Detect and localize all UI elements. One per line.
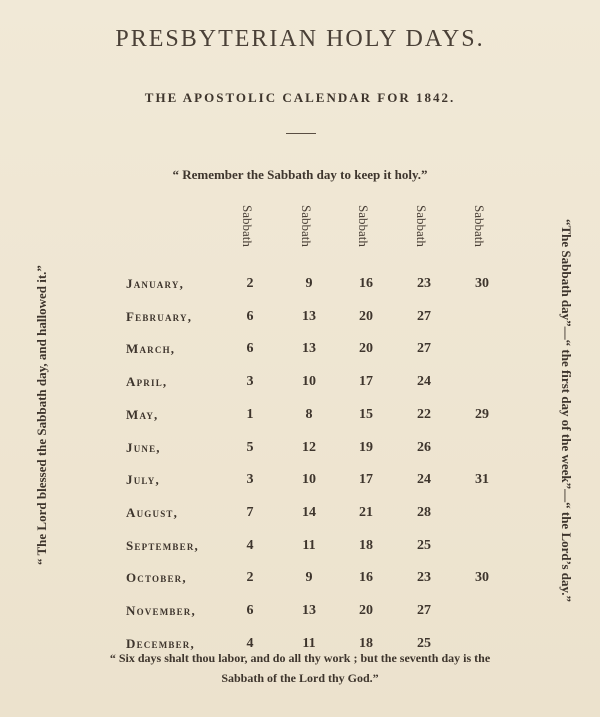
sabbath-date-cell: 2 — [246, 570, 254, 585]
column-header-sabbath-2: Sabbath — [299, 205, 314, 247]
sabbath-date-cell: 18 — [359, 636, 373, 651]
sabbath-date-cell: 19 — [359, 440, 373, 455]
sabbath-date-cell: 18 — [359, 538, 373, 553]
sabbath-date-cell: 1 — [246, 407, 254, 422]
footer-quote-line-2: Sabbath of the Lord thy God.” — [221, 671, 379, 685]
sabbath-date-cell — [465, 440, 499, 460]
sabbath-date-cell — [465, 538, 499, 558]
footer-quote-line-1: “ Six days shalt thou labor, and do all thy work ; but the seventh day is the — [109, 651, 491, 665]
sabbath-date-cell: 2 — [246, 276, 254, 291]
sabbath-date-cell — [465, 505, 499, 525]
sabbath-date-cell: 10 — [302, 472, 316, 487]
sabbath-date-cell: 3 — [246, 472, 254, 487]
page-title: PRESBYTERIAN HOLY DAYS. — [115, 26, 485, 52]
sabbath-date-cell — [465, 374, 499, 394]
month-label: November, — [126, 603, 196, 618]
sabbath-date-cell: 31 — [475, 472, 489, 487]
sabbath-date-cell: 11 — [302, 636, 316, 651]
month-label: February, — [126, 309, 193, 324]
right-margin-quote: “The Sabbath day”—“ the first day of the week”—“ the Lord’s day.” — [559, 219, 574, 603]
sabbath-date-cell: 10 — [302, 374, 316, 389]
sabbath-date-cell: 26 — [417, 440, 431, 455]
sabbath-date-cell: 25 — [417, 636, 431, 651]
sabbath-date-cell: 20 — [359, 603, 373, 618]
sabbath-date-cell: 23 — [417, 570, 431, 585]
month-label: June, — [126, 440, 161, 455]
motto-quote: “ Remember the Sabbath day to keep it holy.” — [172, 167, 428, 182]
month-label: May, — [126, 407, 159, 422]
month-label: April, — [126, 374, 168, 389]
sabbath-date-cell: 6 — [246, 341, 254, 356]
sabbath-date-cell: 27 — [417, 341, 431, 356]
month-label: January, — [126, 276, 185, 291]
sabbath-date-cell: 8 — [305, 407, 313, 422]
sabbath-date-cell: 11 — [302, 538, 316, 553]
page-subtitle: THE APOSTOLIC CALENDAR FOR 1842. — [144, 90, 456, 105]
month-label: July, — [126, 472, 160, 487]
month-label: March, — [126, 341, 176, 356]
sabbath-date-cell: 6 — [246, 603, 254, 618]
sabbath-date-cell: 30 — [475, 570, 489, 585]
sabbath-date-cell: 23 — [417, 276, 431, 291]
sabbath-date-cell: 25 — [417, 538, 431, 553]
sabbath-date-cell: 20 — [359, 309, 373, 324]
sabbath-date-cell — [465, 603, 499, 623]
sabbath-date-cell: 4 — [246, 636, 254, 651]
footer-quote — [40, 648, 560, 688]
divider-rule — [286, 133, 316, 134]
column-header-sabbath-1: Sabbath — [240, 205, 255, 247]
column-header-sabbath-5: Sabbath — [472, 205, 487, 247]
sabbath-date-cell: 24 — [417, 472, 431, 487]
sabbath-date-cell: 15 — [359, 407, 373, 422]
sabbath-date-cell: 30 — [475, 276, 489, 291]
sabbath-date-cell — [465, 341, 499, 361]
left-margin-quote: “ The Lord blessed the Sabbath day, and hallowed it.” — [34, 265, 49, 565]
sabbath-date-cell: 3 — [246, 374, 254, 389]
sabbath-date-cell: 27 — [417, 309, 431, 324]
sabbath-date-cell: 20 — [359, 341, 373, 356]
sabbath-date-cell: 16 — [359, 276, 373, 291]
sabbath-date-cell: 9 — [305, 276, 313, 291]
month-label: September, — [126, 538, 199, 553]
sabbath-date-cell: 16 — [359, 570, 373, 585]
sabbath-date-cell: 22 — [417, 407, 431, 422]
month-label: August, — [126, 505, 179, 520]
sabbath-date-cell: 9 — [305, 570, 313, 585]
sabbath-date-cell — [465, 309, 499, 329]
sabbath-date-cell: 14 — [302, 505, 316, 520]
sabbath-date-cell: 24 — [417, 374, 431, 389]
sabbath-date-cell: 28 — [417, 505, 431, 520]
sabbath-date-cell: 29 — [475, 407, 489, 422]
sabbath-date-cell: 13 — [302, 341, 316, 356]
column-header-sabbath-3: Sabbath — [356, 205, 371, 247]
sabbath-date-cell: 6 — [246, 309, 254, 324]
month-label: October, — [126, 570, 187, 585]
sabbath-date-cell: 7 — [246, 505, 254, 520]
sabbath-date-cell: 17 — [359, 472, 373, 487]
sabbath-date-cell: 17 — [359, 374, 373, 389]
sabbath-date-cell: 13 — [302, 309, 316, 324]
sabbath-date-cell: 5 — [246, 440, 254, 455]
sabbath-date-cell: 4 — [246, 538, 254, 553]
sabbath-date-cell: 21 — [359, 505, 373, 520]
sabbath-date-cell: 27 — [417, 603, 431, 618]
sabbath-date-cell: 12 — [302, 440, 316, 455]
sabbath-date-cell: 13 — [302, 603, 316, 618]
column-header-sabbath-4: Sabbath — [414, 205, 429, 247]
month-label: December, — [126, 636, 195, 651]
